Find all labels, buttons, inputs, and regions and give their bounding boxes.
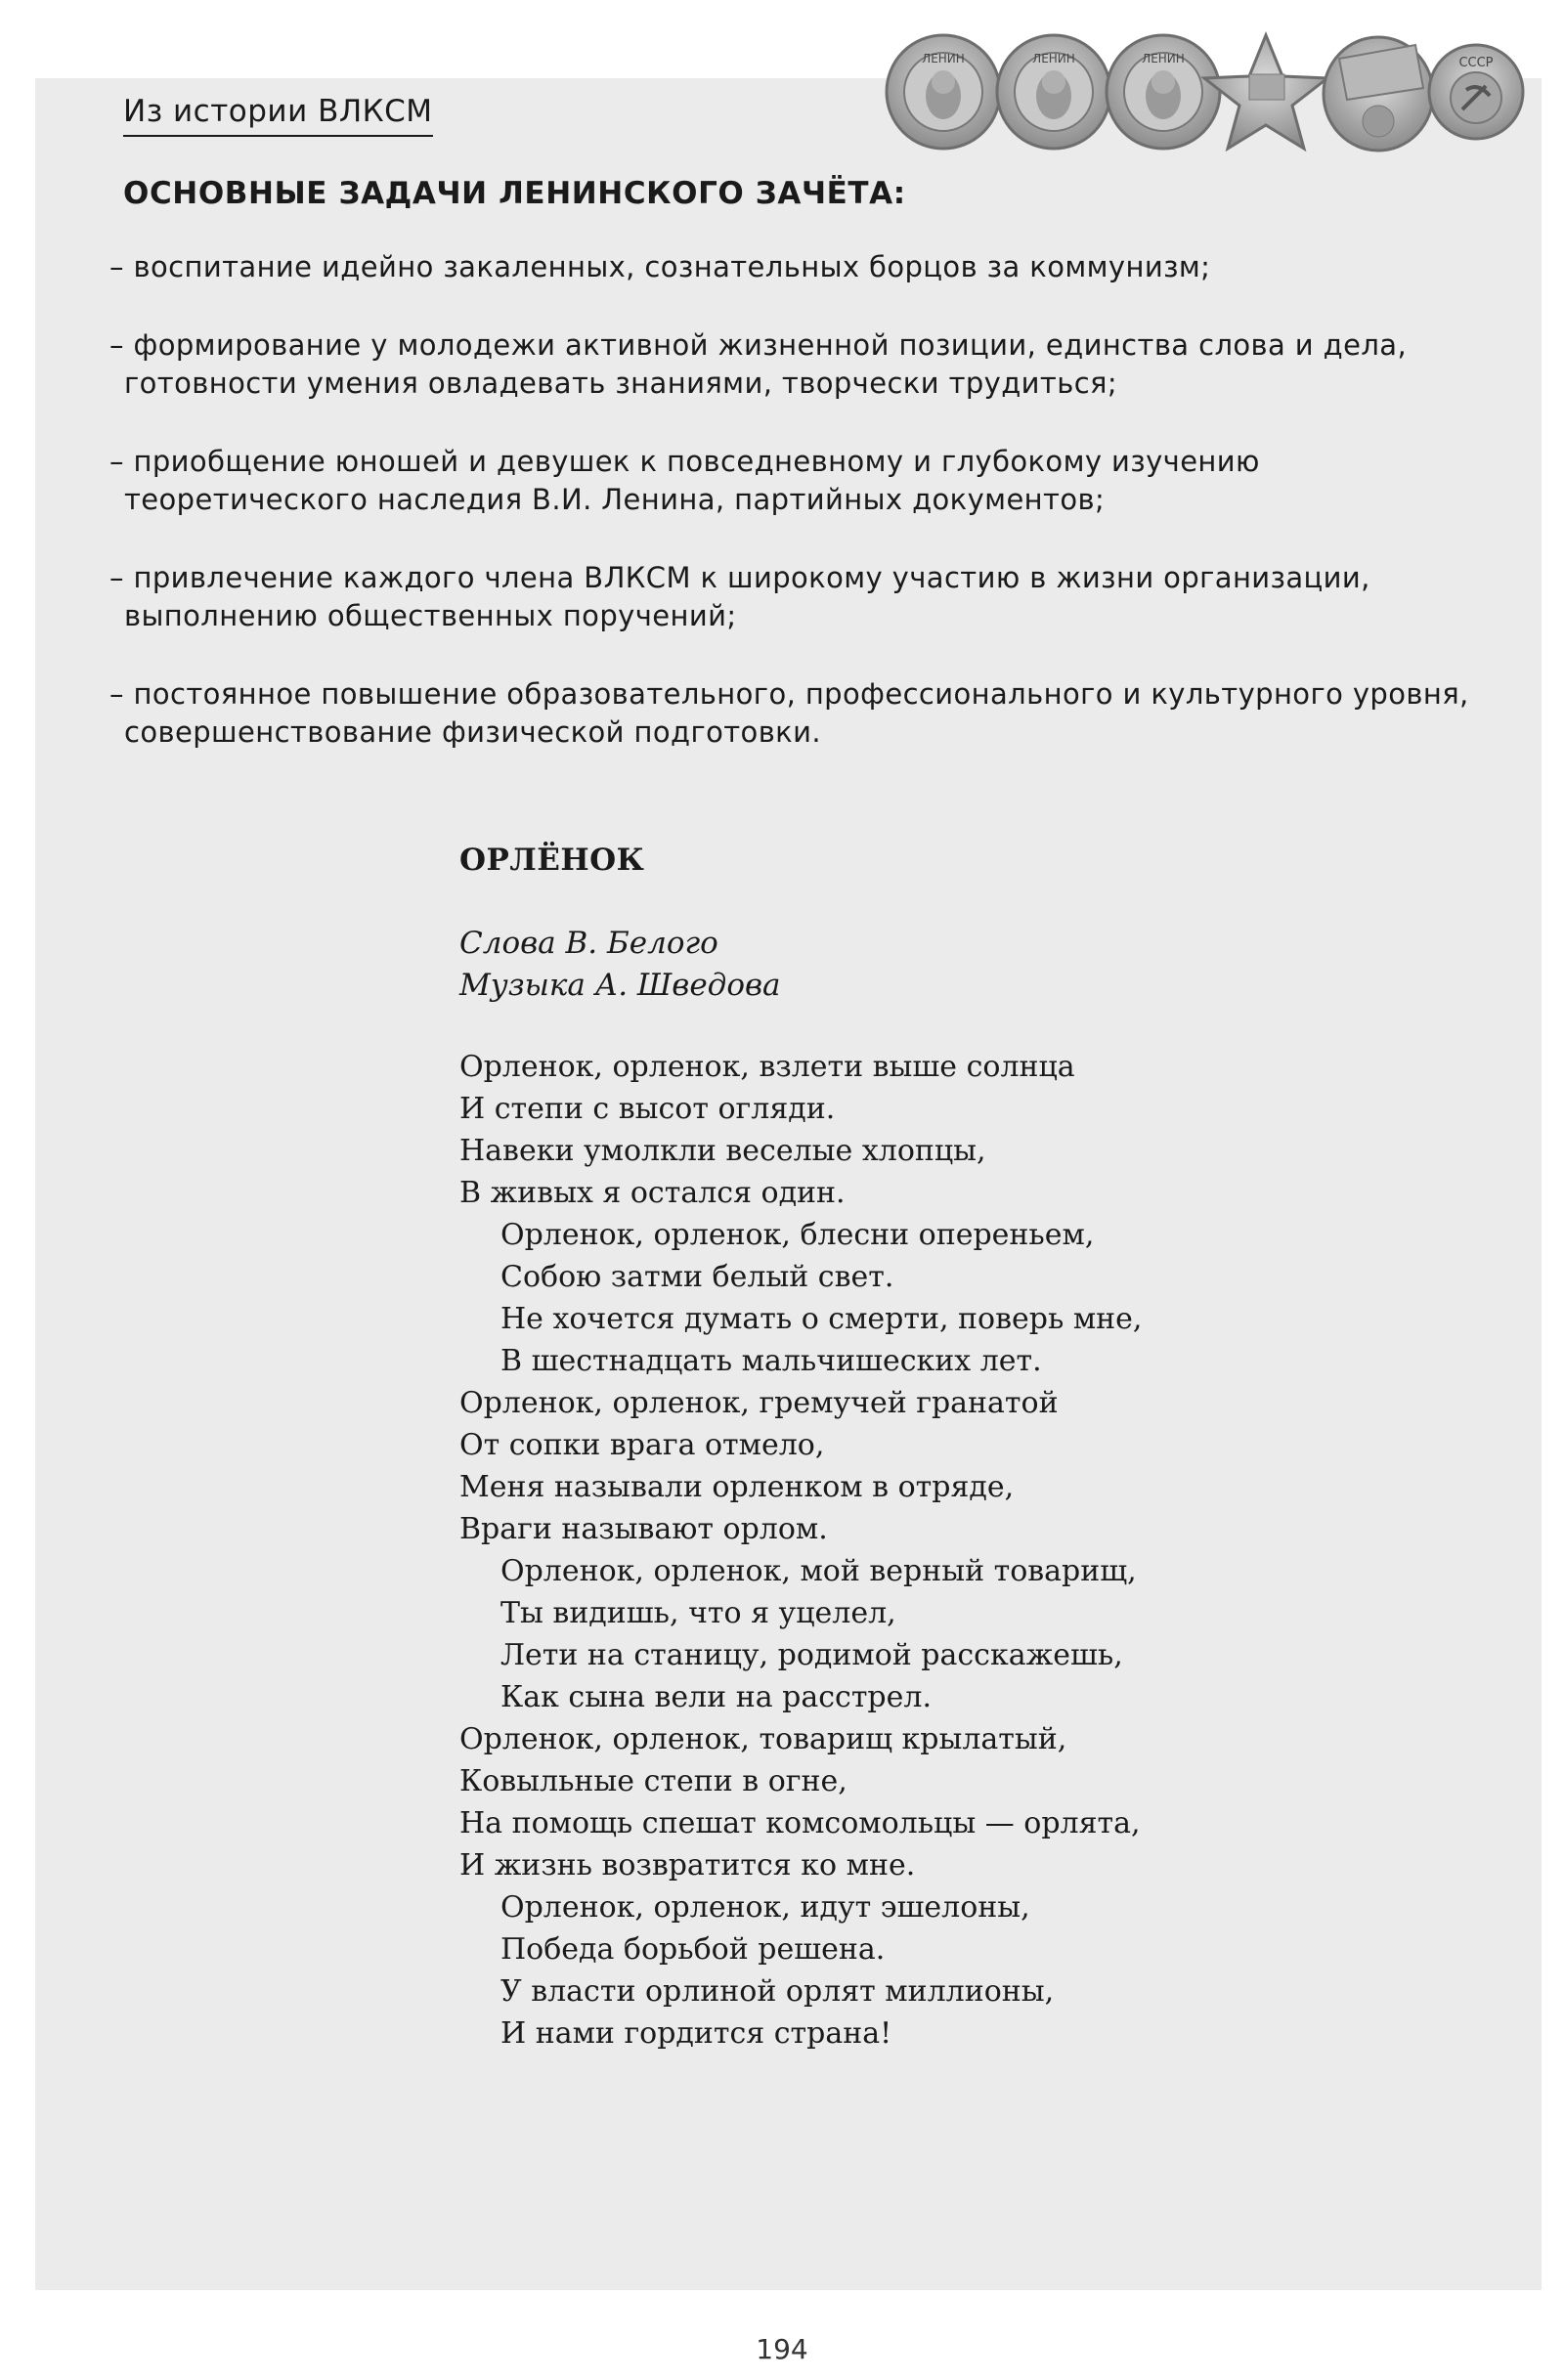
lyric-line: В живых я остался один. bbox=[459, 1176, 846, 1210]
medal-text: ЛЕНИН bbox=[1032, 52, 1075, 65]
lyric-line: И нами гордится страна! bbox=[500, 2016, 892, 2051]
lyric-line: Навеки умолкли веселые хлопцы, bbox=[459, 1134, 986, 1168]
lyric-line: Орленок, орленок, мой верный товарищ, bbox=[500, 1554, 1137, 1588]
order-of-red-banner-of-labour-icon bbox=[1324, 37, 1433, 151]
song-title: ОРЛЁНОК bbox=[459, 843, 645, 878]
tasks-list bbox=[109, 248, 1498, 792]
lyric-line: Лети на станицу, родимой расскажешь, bbox=[500, 1638, 1123, 1672]
lyric-line: И степи с высот огляди. bbox=[459, 1092, 836, 1126]
order-of-lenin-icon bbox=[887, 35, 1000, 149]
orders-decoration bbox=[880, 31, 1525, 158]
tasks-heading: ОСНОВНЫЕ ЗАДАЧИ ЛЕНИНСКОГО ЗАЧЁТА: bbox=[123, 176, 906, 211]
section-label: Из истории ВЛКСМ bbox=[123, 94, 433, 137]
words-credit: Слова В. Белого bbox=[459, 926, 718, 961]
order-of-october-revolution-icon bbox=[1429, 45, 1523, 139]
lyric-line: Орленок, орленок, идут эшелоны, bbox=[500, 1890, 1030, 1925]
lyric-line: Орленок, орленок, гремучей гранатой bbox=[459, 1386, 1059, 1420]
lyric-line: Как сына вели на расстрел. bbox=[500, 1680, 932, 1714]
page-number: 194 bbox=[756, 2333, 808, 2365]
medal-text: ЛЕНИН bbox=[1142, 52, 1185, 65]
list-item: – воспитание идейно закаленных, сознательных борцов за коммунизм; bbox=[109, 250, 1211, 283]
list-item: – приобщение юношей и девушек к повседневному и глубокому изучению теоретического наследия В.И. Ленина, партийных документов; bbox=[109, 445, 1260, 516]
lyric-line: И жизнь возвратится ко мне. bbox=[459, 1848, 916, 1882]
list-item: – формирование у молодежи активной жизненной позиции, единства слова и дела, готовности умения овладевать знаниями, творчески трудиться; bbox=[109, 328, 1408, 400]
song-credits bbox=[459, 923, 1339, 1007]
song-lyrics bbox=[459, 1046, 1339, 2055]
lyric-line: Не хочется думать о смерти, поверь мне, bbox=[500, 1302, 1143, 1336]
lyric-line: В шестнадцать мальчишеских лет. bbox=[500, 1344, 1042, 1378]
lyric-line: Собою затми белый свет. bbox=[500, 1260, 894, 1294]
song-block bbox=[459, 843, 1339, 2055]
medal-text: ЛЕНИН bbox=[922, 52, 965, 65]
list-item: – привлечение каждого члена ВЛКСМ к широкому участию в жизни организации, выполнению общественных поручений; bbox=[109, 561, 1370, 632]
lyric-line: Победа борьбой решена. bbox=[500, 1932, 886, 1967]
lyric-line: Враги называют орлом. bbox=[459, 1512, 828, 1546]
lyric-line: На помощь спешат комсомольцы — орлята, bbox=[459, 1806, 1141, 1840]
music-credit: Музыка А. Шведова bbox=[459, 968, 781, 1003]
medal-text: СССР bbox=[1458, 56, 1494, 70]
order-of-lenin-icon bbox=[1107, 35, 1220, 149]
lyric-line: У власти орлиной орлят миллионы, bbox=[500, 1974, 1055, 2009]
list-item: – постоянное повышение образовательного, профессионального и культурного уровня, совершенствование физической подготовки. bbox=[109, 677, 1469, 749]
lyric-line: Меня называли орленком в отряде, bbox=[459, 1470, 1015, 1504]
lyric-line: От сопки врага отмело, bbox=[459, 1428, 825, 1462]
lyric-line: Орленок, орленок, блесни опереньем, bbox=[500, 1218, 1095, 1252]
lyric-line: Ковыльные степи в огне, bbox=[459, 1764, 847, 1798]
order-of-lenin-icon bbox=[997, 35, 1110, 149]
lyric-line: Ты видишь, что я уцелел, bbox=[500, 1596, 896, 1630]
order-of-red-banner-icon bbox=[1204, 35, 1327, 149]
lyric-line: Орленок, орленок, взлети выше солнца bbox=[459, 1050, 1075, 1084]
lyric-line: Орленок, орленок, товарищ крылатый, bbox=[459, 1722, 1067, 1756]
